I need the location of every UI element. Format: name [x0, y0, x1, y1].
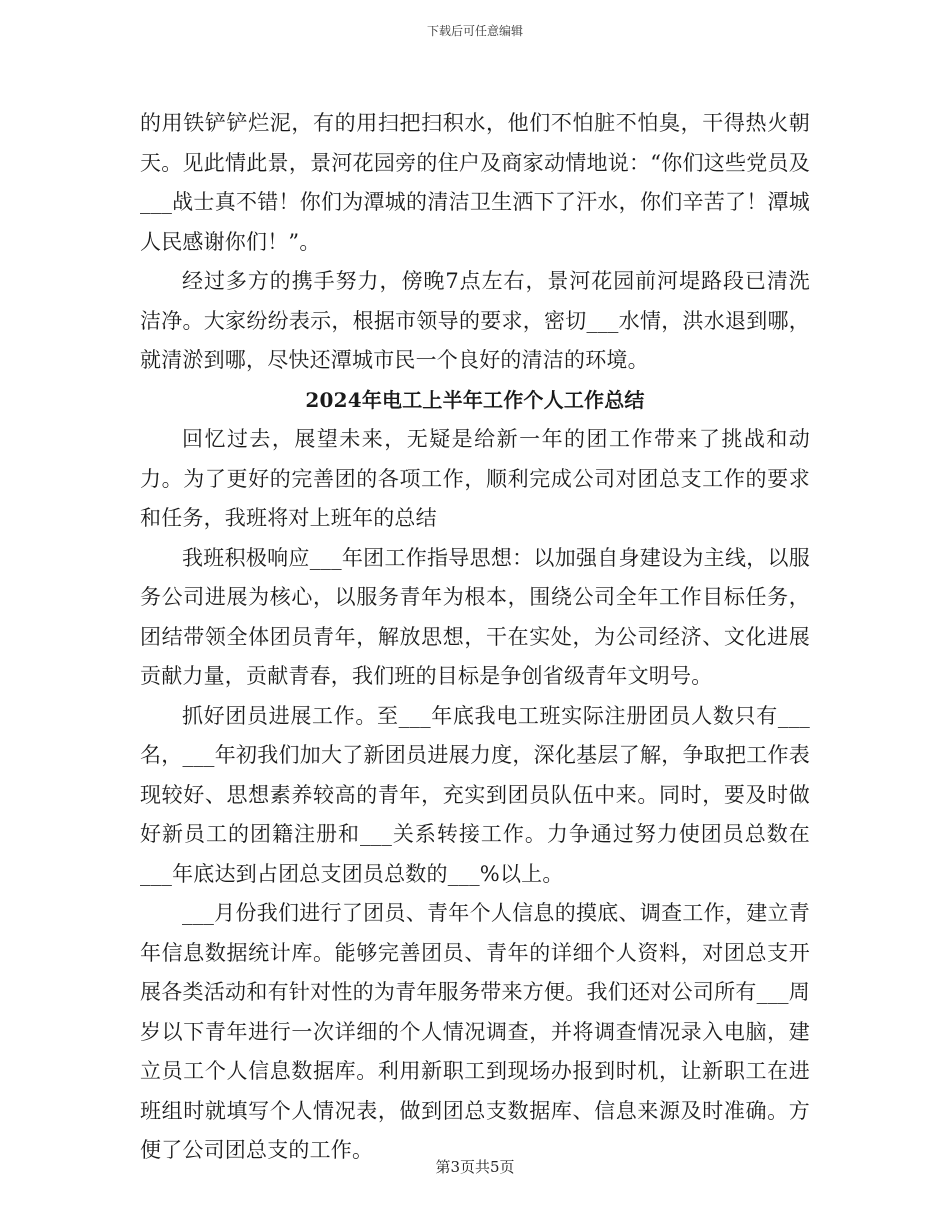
paragraph: 我班积极响应___年团工作指导思想：以加强自身建设为主线，以服务公司进展为核心，以服务青年为根本，围绕公司全年工作目标任务，团结带领全体团员青年，解放思想，干在实处，为公司经济、文化进展贡献力量，贡献青春，我们班的目标是争创省级青年文明号。 [140, 545, 810, 688]
paragraph-continued: 的用铁铲铲烂泥，有的用扫把扫积水，他们不怕脏不怕臭，干得热火朝天。见此情此景，景河花园旁的住户及商家动情地说：“你们这些党员及___战士真不错！你们为潭城的清洁卫生洒下了汗水，你们辛苦了！潭城人民感谢你们！”。 [140, 111, 810, 254]
page-header: 下载后可任意编辑 [426, 24, 523, 38]
paragraph: 抓好团员进展工作。至___年底我电工班实际注册团员人数只有___名，___年初我们加大了新团员进展力度，深化基层了解，争取把工作表现较好、思想素养较高的青年，充实到团员队伍中来。同时，要及时做好新员工的团籍注册和___关系转接工作。力争通过努力使团员总数在___年底达到占团总支团员总数的___%以上。 [140, 703, 810, 886]
document-body [140, 104, 810, 1171]
page-number: 第3页共5页 [435, 1158, 515, 1176]
paragraph: ___月份我们进行了团员、青年个人信息的摸底、调查工作，建立青年信息数据统计库。能够完善团员、青年的详细个人资料，对团总支开展各类活动和有针对性的为青年服务带来方便。我们还对公司所有___周岁以下青年进行一次详细的个人情况调查，并将调查情况录入电脑，建立员工个人信息数据库。利用新职工到现场办报到时机，让新职工在进班组时就填写个人情况表，做到团总支数据库、信息来源及时准确。方便了公司团总支的工作。 [140, 901, 810, 1162]
paragraph: 回忆过去，展望未来，无疑是给新一年的团工作带来了挑战和动力。为了更好的完善团的各项工作，顺利完成公司对团总支工作的要求和任务，我班将对上班年的总结 [140, 427, 810, 530]
section-title: 2024年电工上半年工作个人工作总结 [305, 387, 645, 412]
paragraph: 经过多方的携手努力，傍晚7点左右，景河花园前河堤路段已清洗洁净。大家纷纷表示，根据市领导的要求，密切___水情，洪水退到哪，就清淤到哪，尽快还潭城市民一个良好的清洁的环境。 [140, 269, 810, 372]
